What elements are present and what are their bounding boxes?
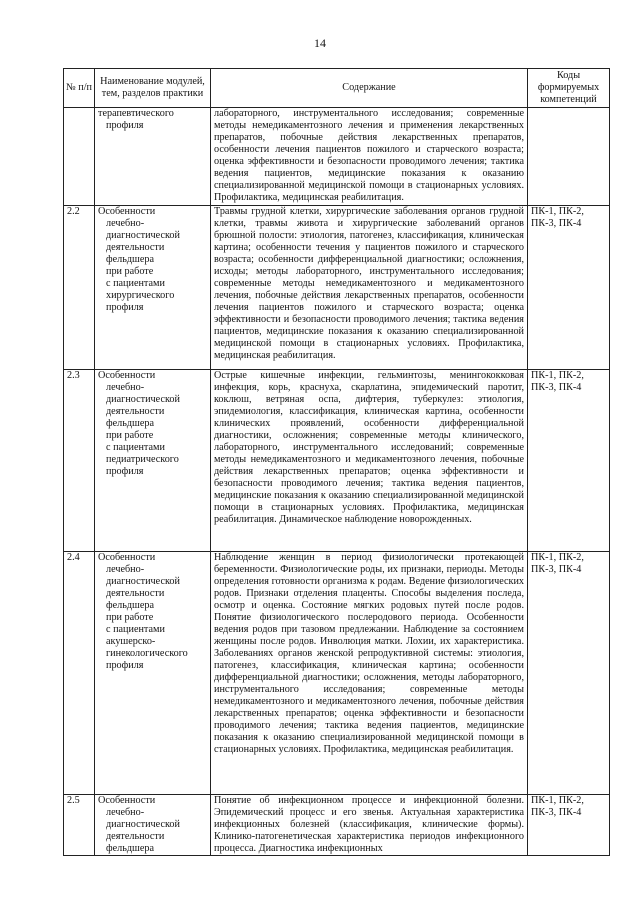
name-line: деятельности: [106, 405, 165, 417]
name-line: с пациентами: [106, 277, 165, 289]
header-number: № п/п: [64, 69, 95, 108]
table-row: [64, 108, 610, 205]
name-line: деятельности: [106, 241, 165, 253]
name-line: диагностической: [106, 393, 180, 405]
name-line: фельдшера: [106, 599, 155, 611]
table-row: [64, 369, 610, 551]
row-module-name: [95, 794, 211, 855]
name-line: профиля: [106, 659, 144, 671]
row-module-name: [95, 369, 211, 551]
row-number: 2.5: [64, 794, 95, 855]
table-row: [64, 205, 610, 369]
name-line: фельдшера: [106, 842, 155, 854]
row-module-name: [95, 205, 211, 369]
name-line: лечебно-: [106, 806, 145, 818]
row-number: [64, 108, 95, 205]
name-line: деятельности: [106, 830, 165, 842]
row-content: Травмы грудной клетки, хирургические заболевания органов грудной клетки, травмы живота и хирургические заболеваний органов брюшной полости: этиология, патогенез, классификация, клиническая картина; особенности течения у пациентов пожилого и старческого возраста; особенности дифференциальной диагностики; осложнения, исходы; методы лабораторного, инструментального исследования; современные методы немедикаментозного и медикаментозного лечения, побочные действия лекарственных препаратов, особенности лечения пациентов пожилого и старческого возраста; оценка эффективности и безопасности проводимого лечения; тактика ведения пациентов, медицинские показания к оказанию специализированной медицинской помощи в стационарных условиях. Профилактика, медицинская реабилитация.: [211, 205, 528, 369]
header-competency-codes: Коды формируемых компетенций: [528, 69, 610, 108]
row-competency-codes: ПК-1, ПК-2, ПК-3, ПК-4: [528, 794, 610, 855]
row-competency-codes: ПК-1, ПК-2, ПК-3, ПК-4: [528, 205, 610, 369]
name-line: гинекологического: [106, 647, 188, 659]
name-line: деятельности: [106, 587, 165, 599]
row-competency-codes: ПК-1, ПК-2, ПК-3, ПК-4: [528, 369, 610, 551]
name-line: диагностической: [106, 818, 180, 830]
row-number: 2.4: [64, 551, 95, 794]
row-content: лабораторного, инструментального исследования; современные методы немедикаментозного лечения и применения лекарственных препаратов, побочные действия лекарственных препаратов, особенности лечения пациентов пожилого и старческого возраста; оценка эффективности и безопасности проводимого лечения; тактика ведения пациентов, медицинские показания к оказанию специализированной медицинской помощи в стационарных условиях. Профилактика, медицинская реабилитация.: [211, 108, 528, 205]
header-content: Содержание: [211, 69, 528, 108]
name-line: профиля: [106, 120, 144, 132]
table-header-row: [64, 69, 610, 108]
name-line: Особенности: [98, 369, 156, 381]
name-line: при работе: [106, 265, 154, 277]
header-module-name: Наименование модулей, тем, разделов практики: [95, 69, 211, 108]
name-line: с пациентами: [106, 623, 165, 635]
row-module-name: [95, 551, 211, 794]
name-line: при работе: [106, 611, 154, 623]
row-content: Наблюдение женщин в период физиологически протекающей беременности. Физиологические роды, их признаки, периоды. Методы определения готовности организма к родам. Ведение физиологических родов. Признаки отделения плаценты. Способы выделения последа, осмотр и оценка. Состояние мягких родовых путей после родов. Понятие физиологического послеродового периода. Особенности ведения родов при тазовом предлежании. Наблюдение за состоянием женщины после родов. Инволюция матки. Лохии, их характеристика. Заболеваниях органов женской репродуктивной системы: этиология, патогенез, классификация, клиническая картина; особенности дифференциальной диагностики; осложнения, методы лабораторного, инструментального исследования; современные методы немедикаментозного и медикаментозного лечения, побочные действия лекарственных препаратов; оценка эффективности и безопасности проводимого лечения; тактика ведения пациентов, медицинские показания к оказанию специализированной медицинской помощи в стационарных условиях. Профилактика, медицинская реабилитация.: [211, 551, 528, 794]
row-number: 2.3: [64, 369, 95, 551]
name-line: терапевтического: [98, 108, 174, 120]
page-number: 14: [314, 36, 326, 50]
name-line: лечебно-: [106, 563, 145, 575]
table-row: [64, 551, 610, 794]
name-line: диагностической: [106, 229, 180, 241]
name-line: Особенности: [98, 205, 156, 217]
name-line: фельдшера: [106, 253, 155, 265]
row-competency-codes: [528, 108, 610, 205]
name-line: при работе: [106, 429, 154, 441]
name-line: профиля: [106, 465, 144, 477]
row-content: Понятие об инфекционном процессе и инфекционной болезни. Эпидемический процесс и его звенья. Актуальная характеристика инфекционных болезней (классификация, клинические формы). Клинико-патогенетическая характеристика периодов инфекционного процесса. Диагностика инфекционных: [211, 794, 528, 855]
row-number: 2.2: [64, 205, 95, 369]
name-line: лечебно-: [106, 217, 145, 229]
row-content: Острые кишечные инфекции, гельминтозы, менингококковая инфекция, корь, краснуха, скарлатина, эпидемический паротит, коклюш, ветряная оспа, дифтерия, туберкулез: этиология, эпидемиология, классификация, клиническая картина, особенности клинических проявлений, особенности дифференциальной диагностики, осложнения; современные методы клинического, лабораторного, инструментального исследований; современные методы немедикаментозного и медикаментозного лечения, побочные действия лекарственных препаратов; оценка эффективности и безопасности проводимого лечения; тактика ведения пациентов, медицинские показания к оказанию специализированной медицинской помощи в стационарных условиях. Профилактика, медицинская реабилитация. Динамическое наблюдение новорожденных.: [211, 369, 528, 551]
name-line: Особенности: [98, 551, 156, 563]
name-line: профиля: [106, 301, 144, 313]
row-module-name: [95, 108, 211, 205]
name-line: педиатрического: [106, 453, 179, 465]
row-competency-codes: ПК-1, ПК-2, ПК-3, ПК-4: [528, 551, 610, 794]
name-line: диагностической: [106, 575, 180, 587]
name-line: лечебно-: [106, 381, 145, 393]
name-line: акушерско-: [106, 635, 156, 647]
table-row: [64, 794, 610, 855]
curriculum-table: [63, 68, 610, 856]
name-line: с пациентами: [106, 441, 165, 453]
name-line: фельдшера: [106, 417, 155, 429]
name-line: хирургического: [106, 289, 175, 301]
name-line: Особенности: [98, 794, 156, 806]
